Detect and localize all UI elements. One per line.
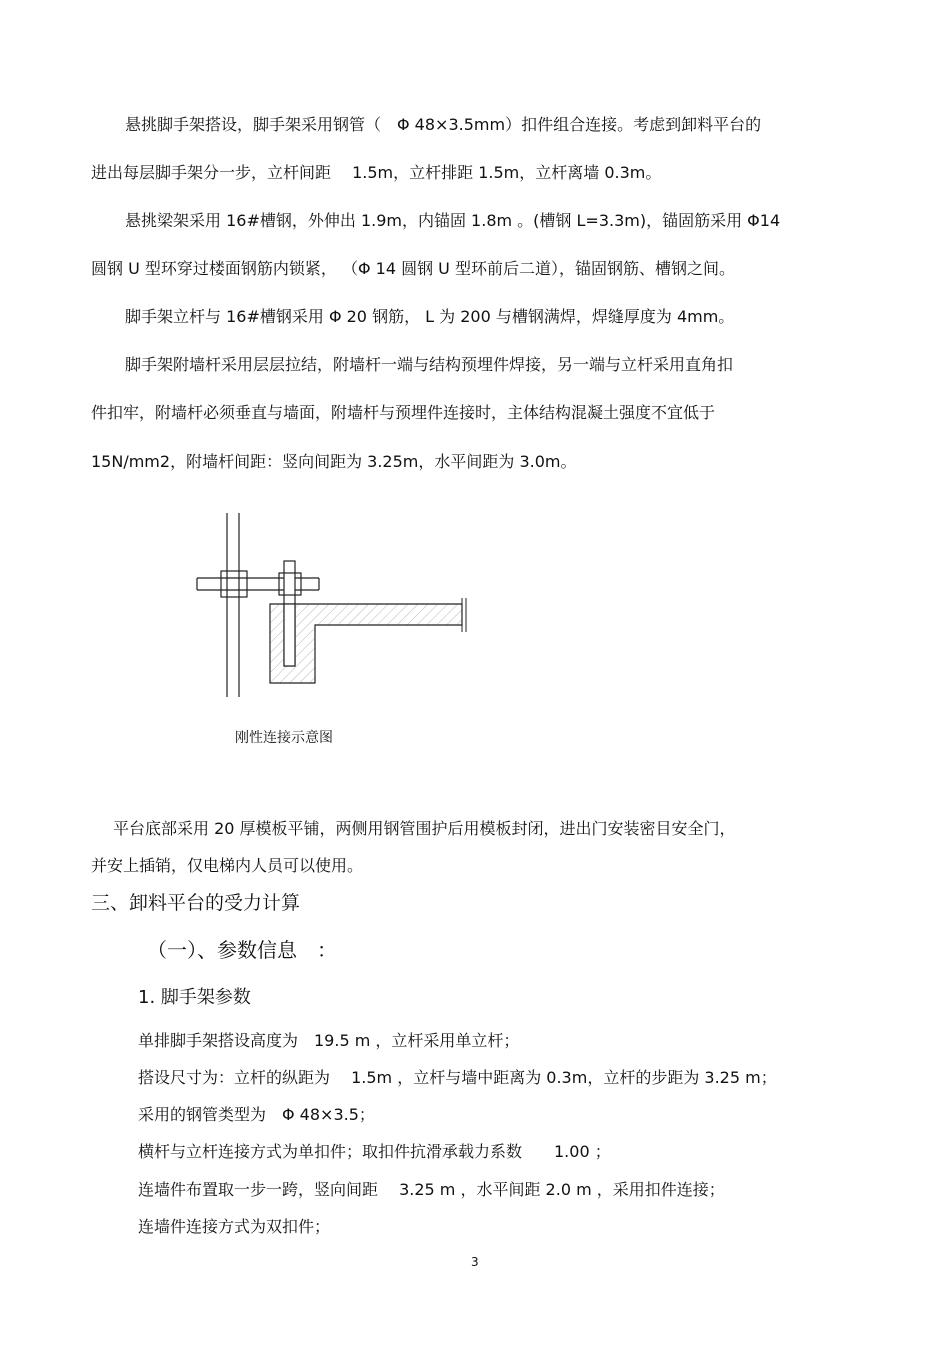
param-line-5: 连墙件布置取一步一跨，竖向间距 3.25 m ，水平间距 2.0 m ，采用扣件连接； [138, 1180, 725, 1199]
paragraph-5-line-1: 平台底部采用 20 厚模板平铺，两侧用钢管围护后用模板封闭，进出门安装密目安全门， [113, 819, 736, 838]
paragraph-1-line-1: 悬挑脚手架搭设，脚手架采用钢管（ Φ 48×3.5mm）扣件组合连接。考虑到卸料平台的 [125, 115, 762, 134]
paragraph-5-line-2: 并安上插销，仅电梯内人员可以使用。 [91, 856, 364, 875]
figure-caption: 刚性连接示意图 [235, 730, 333, 746]
rigid-connection-diagram [190, 505, 480, 705]
paragraph-2-line-1: 悬挑梁架采用 16#槽钢，外伸出 1.9m，内锚固 1.8m 。(槽钢 L=3.3m)，锚固筋采用 Φ14 [125, 211, 781, 230]
param-line-1: 单排脚手架搭设高度为 19.5 m ，立杆采用单立杆； [138, 1031, 520, 1050]
paragraph-3-line-1: 脚手架立杆与 16#槽钢采用 Φ 20 钢筋， L 为 200 与槽钢满焊，焊缝厚度为 4mm。 [125, 307, 735, 326]
param-line-4: 横杆与立杆连接方式为单扣件；取扣件抗滑承载力系数 1.00 ； [138, 1142, 611, 1161]
page-number: 3 [471, 1255, 479, 1269]
concrete-slab [270, 598, 466, 683]
subsection-heading: （一）、参数信息 ： [147, 938, 337, 962]
param-line-3: 采用的钢管类型为 Φ 48×3.5； [138, 1105, 375, 1124]
vertical-pole [227, 513, 239, 697]
paragraph-2-line-2: 圆钢 U 型环穿过楼面钢筋内锁紧， （Φ 14 圆钢 U 型环前后二道），锚固钢筋、槽钢之间。 [91, 259, 735, 278]
item-heading: 1. 脚手架参数 [138, 987, 251, 1008]
paragraph-4-line-2: 件扣牢，附墙杆必须垂直与墙面，附墙杆与预埋件连接时，主体结构混凝土强度不宜低于 [91, 403, 716, 422]
param-line-6: 连墙件连接方式为双扣件； [138, 1217, 331, 1236]
paragraph-1-line-2: 进出每层脚手架分一步，立杆间距 1.5m，立杆排距 1.5m，立杆离墙 0.3m。 [91, 163, 662, 182]
param-line-2: 搭设尺寸为：立杆的纵距为 1.5m ，立杆与墙中距离为 0.3m，立杆的步距为 3.25 m； [138, 1068, 777, 1087]
section-heading: 三、卸料平台的受力计算 [91, 892, 301, 914]
coupler-1 [221, 571, 247, 597]
paragraph-4-line-3: 15N/mm2，附墙杆间距：竖向间距为 3.25m，水平间距为 3.0m。 [91, 452, 577, 471]
paragraph-4-line-1: 脚手架附墙杆采用层层拉结，附墙杆一端与结构预埋件焊接，另一端与立杆采用直角扣 [125, 355, 734, 374]
